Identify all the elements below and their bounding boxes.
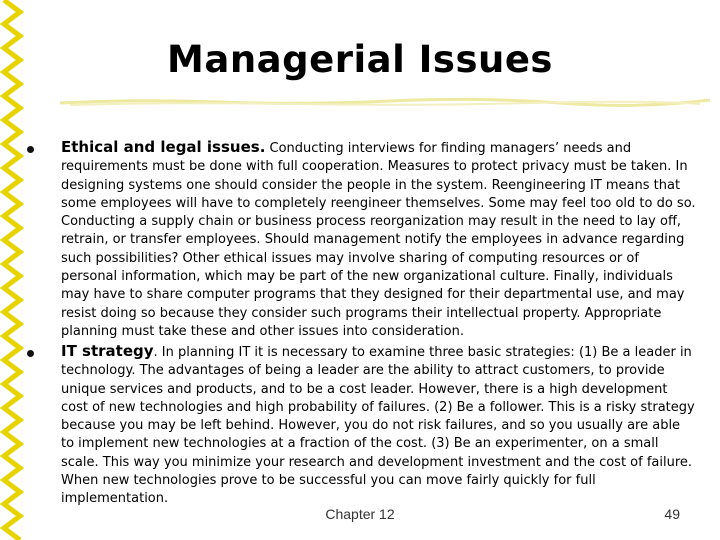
bullet-body: Conducting interviews for finding managers’ needs and requirements must be done with full cooperation. Measures to protect privacy must be taken. In designing systems one should consider the people in the system. Reengineering IT means that some employees will have to completely reengineer themselves. Some may feel too old to do so. Conducting a supply chain or business process reorganization may result in the need to lay off, retrain, or transfer employees. Should management notify the employees in advance regarding such possibilities? Other ethical issues may involve sharing of computing resources or of personal information, which may be part of the new organizational culture. Finally, individuals may have to share computer programs that they designed for their departmental use, and may resist doing so because they consider such programs their intellectual property. Appropriate planning must take these and other issues into consideration. <box>61 141 696 339</box>
bullet-lead: IT strategy <box>61 342 154 360</box>
slide-title: Managerial Issues <box>167 38 553 81</box>
bullet-dot <box>27 350 34 357</box>
bullet-dot <box>27 146 34 153</box>
footer-chapter: Chapter 12 <box>325 506 395 522</box>
bullet-it-strategy <box>61 342 697 509</box>
zigzag-border <box>0 0 28 540</box>
bullet-ethical-legal <box>61 138 697 341</box>
title-underline <box>60 95 710 109</box>
bullet-body: . In planning IT it is necessary to examine three basic strategies: (1) Be a leader in technology. The advantages of being a leader are the ability to attract customers, to provide unique services and products, and to be a cost leader. However, there is a high development cost of new technologies and high probability of failures. (2) Be a follower. This is a risky strategy because you may be left behind. However, you do not risk failures, and so you usually are able to implement new technologies at a fraction of the cost. (3) Be an experimenter, on a small scale. This way you minimize your research and development investment and the cost of failure. When new technologies prove to be successful you can move fairly quickly for full implementation. <box>61 345 695 507</box>
page-number: 49 <box>664 506 680 522</box>
bullet-lead: Ethical and legal issues. <box>61 138 266 156</box>
